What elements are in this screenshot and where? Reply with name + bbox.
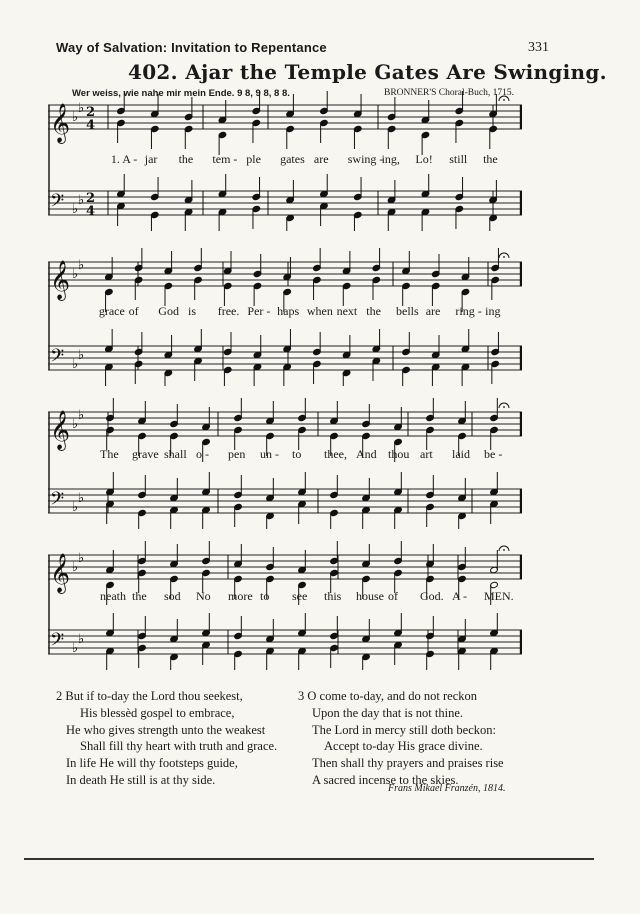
flat-icon: ♭ xyxy=(78,348,85,363)
lyric-syllable: Lo! xyxy=(415,152,433,166)
verse-line: In death He still is at thy side. xyxy=(66,772,216,787)
verse-line: In life He will thy footsteps guide, xyxy=(66,756,238,771)
lyric-syllable: free. xyxy=(217,304,240,318)
verse-line: Accept to-day His grace divine. xyxy=(324,739,483,754)
lyric-syllable: is xyxy=(188,304,197,318)
lyric-syllable: house xyxy=(356,589,384,603)
fermata-dot xyxy=(503,99,505,101)
flat-icon: ♭ xyxy=(78,193,85,208)
lyric-syllable: ple xyxy=(246,152,261,166)
music-system xyxy=(48,539,522,670)
bass-clef-icon: 𝄢 xyxy=(50,630,65,655)
lyric-syllable: And xyxy=(356,447,377,461)
verse-number: 3 xyxy=(298,689,305,703)
verse-line: The Lord in mercy still doth beckon: xyxy=(312,722,496,737)
hymn-number: 402. xyxy=(128,60,178,84)
flat-icon: ♭ xyxy=(78,258,85,273)
lyric-syllable: jar xyxy=(144,152,158,166)
verse-line: Upon the day that is not thine. xyxy=(312,705,464,720)
hymn-title xyxy=(128,60,607,84)
author-credit: Frans Mikael Franzén, 1814. xyxy=(388,783,506,794)
flat-icon: ♭ xyxy=(72,202,79,217)
page-number: 331 xyxy=(528,40,549,55)
lyric-syllable: Per - xyxy=(247,304,271,318)
lyric-syllable: shall xyxy=(164,447,187,461)
lyric-syllable: bells xyxy=(396,304,419,318)
lyric-syllable: to xyxy=(260,589,270,603)
treble-clef-icon: 𝄞 xyxy=(50,553,71,593)
lyric-syllable: haps xyxy=(277,304,300,318)
fermata-dot xyxy=(503,256,505,258)
flat-icon: ♭ xyxy=(78,632,85,647)
lyric-syllable: still xyxy=(449,152,468,166)
lyric-syllable: when xyxy=(306,304,333,318)
flat-icon: ♭ xyxy=(72,641,79,656)
lyric-syllable: the xyxy=(483,152,498,166)
verse-number: 2 xyxy=(56,689,63,703)
flat-icon: ♭ xyxy=(78,491,85,506)
lyric-syllable: neath xyxy=(100,589,126,603)
lyric-syllable: tem - xyxy=(212,152,238,166)
lyric-syllable: laid xyxy=(452,447,470,461)
lyric-syllable: grace xyxy=(98,304,125,318)
verse-3 xyxy=(298,688,504,789)
german-title: Wer weiss, wie nahe mir mein Ende. 9 8, 9 8, 8 8. xyxy=(72,88,290,99)
verse-line: His blessèd gospel to embrace, xyxy=(80,705,235,720)
fermata-dot xyxy=(503,549,505,551)
lyric-syllable: the xyxy=(132,589,147,603)
flat-icon: ♭ xyxy=(72,500,79,515)
lyric-syllable: The xyxy=(100,447,119,461)
lyric-syllable: more xyxy=(228,589,253,603)
time-signature-denominator: 4 xyxy=(86,204,96,219)
lyric-syllable: to xyxy=(292,447,302,461)
lyric-syllable: of xyxy=(388,589,398,603)
verse-line: Shall fill thy heart with truth and grace. xyxy=(80,739,278,754)
lyric-syllable: next xyxy=(336,304,358,318)
time-signature-denominator: 4 xyxy=(86,118,96,133)
lyric-syllable: God. xyxy=(420,589,444,603)
bass-clef-icon: 𝄢 xyxy=(50,346,65,371)
lyric-syllable: A - xyxy=(452,589,467,603)
fermata-dot xyxy=(503,406,505,408)
verse-line: Then shall thy prayers and praises rise xyxy=(312,756,504,771)
lyric-syllable: grave xyxy=(132,447,159,461)
verse-line: A sacred incense to the skies. xyxy=(312,772,459,787)
lyric-syllable: sod xyxy=(164,589,181,603)
time-signature-numerator: 2 xyxy=(86,105,96,120)
lyric-syllable: o - xyxy=(196,447,209,461)
treble-clef-icon: 𝄞 xyxy=(50,260,71,300)
lyric-syllable: gates xyxy=(280,152,305,166)
lyric-syllable: are xyxy=(313,152,329,166)
flat-icon: ♭ xyxy=(72,357,79,372)
treble-clef-icon: 𝄞 xyxy=(50,103,71,143)
treble-clef-icon: 𝄞 xyxy=(50,410,71,450)
lyric-syllable: of xyxy=(128,304,139,318)
hymn-title-text: Ajar the Temple Gates Are Swinging. xyxy=(185,60,607,84)
verse-line: But if to-day the Lord thou seekest, xyxy=(65,689,243,703)
music-system xyxy=(48,396,522,529)
bass-clef-icon: 𝄢 xyxy=(50,489,65,514)
lyric-syllable: 1. A - xyxy=(110,152,138,166)
lyric-syllable: un - xyxy=(260,447,279,461)
lyric-syllable: thee, xyxy=(324,447,347,461)
flat-icon: ♭ xyxy=(78,551,85,566)
lyric-syllable: God xyxy=(158,304,179,318)
time-signature-numerator: 2 xyxy=(86,191,96,206)
flat-icon: ♭ xyxy=(78,408,85,423)
lyric-syllable: No xyxy=(196,589,211,603)
lyric-syllable: MEN. xyxy=(484,589,514,603)
lyric-syllable: thou xyxy=(388,447,410,461)
flat-icon: ♭ xyxy=(72,560,79,575)
bottom-rule xyxy=(24,858,594,860)
lyric-syllable: ring - xyxy=(455,304,482,318)
lyric-syllable: ing, xyxy=(381,152,400,166)
section-header: Way of Salvation: Invitation to Repentance xyxy=(56,40,327,55)
lyric-syllable: the xyxy=(178,152,194,166)
lyric-syllable: ing xyxy=(485,304,501,318)
verse-line: O come to-day, and do not reckon xyxy=(307,689,477,703)
flat-icon: ♭ xyxy=(72,267,79,282)
flat-icon: ♭ xyxy=(72,417,79,432)
tune-source: BRONNER'S Choral-Buch, 1715. xyxy=(384,88,514,98)
lyric-syllable: see xyxy=(292,589,308,603)
lyric-syllable: swing - xyxy=(347,152,384,166)
verse-line: He who gives strength unto the weakest xyxy=(66,722,266,737)
bass-clef-icon: 𝄢 xyxy=(50,191,65,216)
lyric-syllable: the xyxy=(366,304,381,318)
verse-2 xyxy=(56,688,277,789)
lyric-syllable: this xyxy=(324,589,342,603)
flat-icon: ♭ xyxy=(78,101,85,116)
lyric-syllable: be - xyxy=(484,447,503,461)
lyric-syllable: are xyxy=(425,304,441,318)
lyric-syllable: pen xyxy=(228,447,246,461)
lyric-syllable: art xyxy=(420,447,433,461)
flat-icon: ♭ xyxy=(72,110,79,125)
